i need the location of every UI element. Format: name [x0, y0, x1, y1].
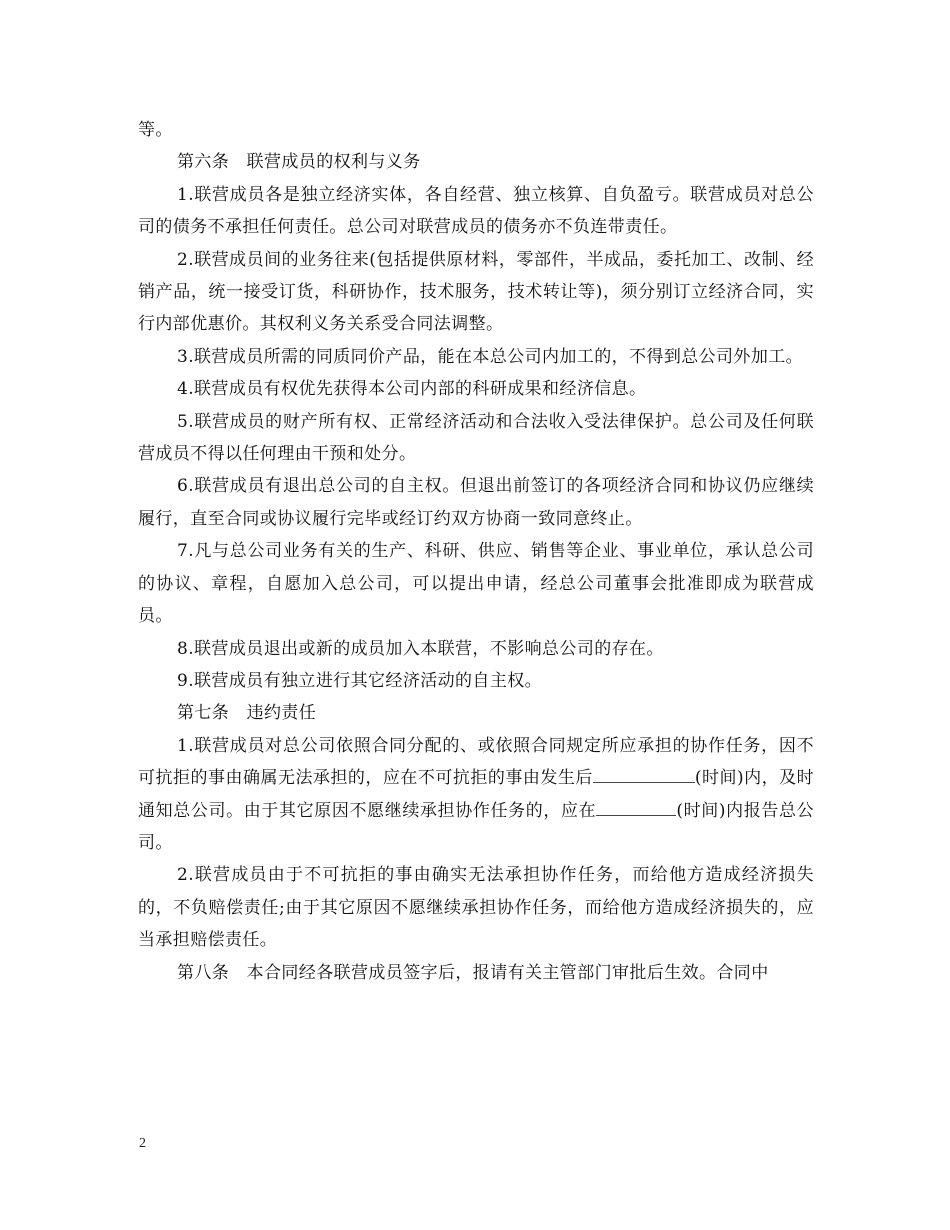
fill-in-blank	[596, 797, 676, 816]
clause-text-part: (时间)内，及时通知总公司。由于其它原因不愿继续承担协作任务的，应在	[138, 768, 815, 821]
article-6-clause-7: 7.凡与总公司业务有关的生产、科研、供应、销售等企业、事业单位，承认总公司的协议、章程，自愿加入总公司，可以提出申请，经总公司董事会批准即成为联营成员。	[138, 541, 814, 627]
article-6-clause-9: 9.联营成员有独立进行其它经济活动的自主权。	[177, 670, 543, 691]
page-number: 2	[139, 1136, 146, 1151]
article-7-clause-2: 2.联营成员由于不可抗拒的事由确实无法承担协作任务，而给他方造成经济损失的，不负赔偿责任;由于其它原因不愿继续承担协作任务，而给他方造成经济损失的，应当承担赔偿责任。	[138, 865, 814, 951]
article-7-heading: 第七条 违约责任	[177, 703, 317, 724]
article-6-clause-3: 3.联营成员所需的同质同价产品，能在本总公司内加工的，不得到总公司外加工。	[177, 346, 804, 367]
body-text	[138, 114, 814, 989]
clause-text-part: (时间)内报告总公司。	[138, 800, 814, 853]
article-6-clause-1: 1.联营成员各是独立经济实体，各自经营、独立核算、自负盈亏。联营成员对总公司的债务不承担任何责任。总公司对联营成员的债务亦不负连带责任。	[138, 184, 814, 238]
clause-text-part: 1.联营成员对总公司依照合同分配的、或依照合同规定所应承担的协作任务，因不可抗拒的事由确属无法承担的，应在不可抗拒的事由发生后	[138, 735, 814, 789]
article-6-clause-8: 8.联营成员退出或新的成员加入本联营，不影响总公司的存在。	[177, 638, 664, 659]
article-7-clause-1	[138, 730, 814, 860]
article-6-clause-4: 4.联营成员有权优先获得本公司内部的科研成果和经济信息。	[177, 379, 647, 400]
article-6-heading: 第六条 联营成员的权利与义务	[177, 152, 421, 173]
article-6-clause-5: 5.联营成员的财产所有权、正常经济活动和合法收入受法律保护。总公司及任何联营成员不得以任何理由干预和处分。	[138, 411, 814, 465]
paragraph-continuation: 等。	[138, 120, 173, 140]
article-8-heading: 第八条 本合同经各联营成员签字后，报请有关主管部门审批后生效。合同中	[177, 962, 769, 983]
article-6-clause-2: 2.联营成员间的业务往来(包括提供原材料，零部件，半成品，委托加工、改制、经销产品，统一接受订货，科研协作，技术服务，技术转让等)，须分别订立经济合同，实行内部优惠价。其权利义务关系受合同法调整。	[138, 249, 814, 335]
fill-in-blank	[593, 764, 695, 783]
article-6-clause-6: 6.联营成员有退出总公司的自主权。但退出前签订的各项经济合同和协议仍应继续履行，直至合同或协议履行完毕或经订约双方协商一致同意终止。	[138, 476, 814, 529]
